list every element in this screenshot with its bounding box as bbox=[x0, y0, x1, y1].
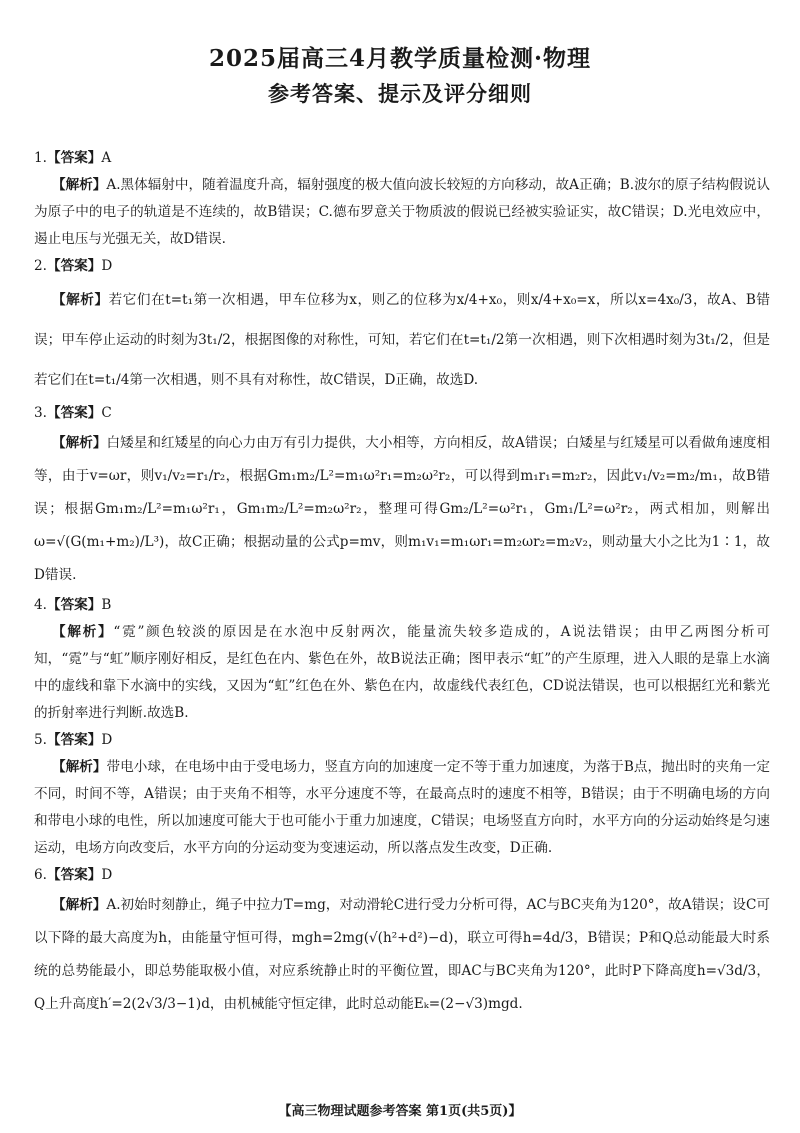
answer-line bbox=[34, 862, 770, 889]
answer-value: A bbox=[101, 150, 112, 166]
explanation bbox=[34, 754, 770, 862]
explanation-tag: 【解析】 bbox=[52, 177, 107, 193]
explanation bbox=[34, 889, 770, 1021]
explanation-tag: 【解析】 bbox=[52, 759, 107, 775]
question-2 bbox=[34, 253, 770, 400]
page-footer: 【高三物理试题参考答案 第1页(共5页)】 bbox=[278, 1104, 522, 1119]
explanation-text: 带电小球，在电场中由于受电场力，竖直方向的加速度一定不等于重力加速度，为落于B点，抛出时的夹角一定不同，时间不等，A错误；由于夹角不相等，水平分速度不等，在最高点时的速度不相等，B错误；由于不明确电场的方向和带电小球的电性，所以加速度可能大于也可能小于重力加速度，C错误；电场竖直方向时，水平方向的分运动始终是匀速运动，电场方向改变后，水平方向的分运动变为变速运动，所以落点发生改变，D正确. bbox=[34, 759, 770, 856]
answer-line bbox=[34, 727, 770, 754]
answer-value: D bbox=[101, 258, 113, 274]
explanation-tag: 【解析】 bbox=[52, 435, 107, 451]
answer-tag: 【答案】 bbox=[46, 867, 102, 883]
question-3 bbox=[34, 400, 770, 592]
explanation-text: 若它们在t=t₁第一次相遇，甲车位移为x，则乙的位移为x/4+x₀，则x/4+x₀=x，所以x=4x₀/3，故A、B错误；甲车停止运动的时刻为3t₁/2，根据图像的对称性，可知，若它们在t=t₁/2第一次相遇，则下次相遇时刻为3t₁/2，但是若它们在t=t₁/4第一次相遇，则不具有对称性，故C错误，D正确，故选D. bbox=[34, 292, 770, 388]
answer-tag: 【答案】 bbox=[46, 258, 102, 274]
explanation bbox=[34, 427, 770, 592]
answer-value: C bbox=[101, 405, 112, 421]
question-5 bbox=[34, 727, 770, 862]
page-subtitle: 参考答案、提示及评分细则 bbox=[268, 81, 532, 106]
page-title: 2025届高三4月教学质量检测·物理 bbox=[208, 45, 592, 72]
question-4 bbox=[34, 592, 770, 727]
explanation-text: A.黑体辐射中，随着温度升高，辐射强度的极大值向波长较短的方向移动，故A正确；B.波尔的原子结构假说认为原子中的电子的轨道是不连续的，故B错误；C.德布罗意关于物质波的假说已经被实验证实，故C错误；D.光电效应中，遏止电压与光强无关，故D错误. bbox=[34, 177, 771, 247]
answer-value: D bbox=[101, 732, 113, 748]
question-number: 3. bbox=[34, 405, 47, 421]
question-number: 2. bbox=[34, 258, 47, 274]
answer-value: D bbox=[101, 867, 113, 883]
explanation-text: 白矮星和红矮星的向心力由万有引力提供，大小相等，方向相反，故A错误；白矮星与红矮星可以看做角速度相等，由于v=ωr，则v₁/v₂=r₁/r₂，根据Gm₁m₂/L²=m₁ω²r₁=m₂ω²r₂，可以得到m₁r₁=m₂r₂，因此v₁/v₂=m₂/m₁，故B错误；根据Gm₁m₂/L²=m₁ω²r₁，Gm₁m₂/L²=m₂ω²r₂，整理可得Gm₂/L²=ω²r₁，Gm₁/L²=ω²r₂，两式相加，则解出ω=√(G(m₁+m₂)/L³)，故C正确；根据动量的公式p=mv，则m₁v₁=m₁ωr₁=m₂ωr₂=m₂v₂，则动量大小之比为1∶1，故D错误. bbox=[34, 435, 770, 583]
explanation-tag: 【解析】 bbox=[52, 624, 114, 640]
answer-line bbox=[34, 592, 770, 619]
question-number: 6. bbox=[34, 867, 47, 883]
answer-value: B bbox=[101, 597, 112, 613]
answer-line bbox=[34, 145, 770, 172]
explanation bbox=[34, 619, 770, 727]
explanation-text: “霓”颜色较淡的原因是在水泡中反射两次，能量流失较多造成的，A说法错误；由甲乙两图分析可知，“霓”与“虹”顺序刚好相反，是红色在内、紫色在外，故B说法正确；图甲表示“虹”的产生原理，进入人眼的是靠上水滴中的虚线和靠下水滴中的实线，又因为“虹”红色在外、紫色在内，故虚线代表红色，CD说法错误，也可以根据红光和紫光的折射率进行判断.故选B. bbox=[34, 624, 770, 721]
explanation-tag: 【解析】 bbox=[52, 292, 109, 308]
question-1 bbox=[34, 145, 770, 253]
answer-line bbox=[34, 253, 770, 280]
answer-tag: 【答案】 bbox=[46, 597, 102, 613]
question-number: 1. bbox=[34, 150, 47, 166]
answer-line bbox=[34, 400, 770, 427]
explanation-tag: 【解析】 bbox=[52, 897, 107, 913]
explanation-text: A.初始时刻静止，绳子中拉力T=mg，对动滑轮C进行受力分析可得，AC与BC夹角为120°，故A错误；设C可以下降的最大高度为h，由能量守恒可得，mgh=2mg(√(h²+d²)−d)，联立可得h=4d/3，B错误；P和Q总动能最大时系统的总势能最小，即总势能取极小值，对应系统静止时的平衡位置，即AC与BC夹角为120°，此时P下降高度h=√3d/3，Q上升高度h′=2(2√3/3−1)d，由机械能守恒定律，此时总动能Eₖ=(2−√3)mgd. bbox=[34, 897, 770, 1012]
answer-tag: 【答案】 bbox=[46, 405, 102, 421]
question-number: 4. bbox=[34, 597, 47, 613]
explanation bbox=[34, 172, 770, 253]
answer-list bbox=[34, 145, 770, 1021]
question-number: 5. bbox=[34, 732, 47, 748]
question-6 bbox=[34, 862, 770, 1021]
explanation bbox=[34, 280, 770, 400]
answer-tag: 【答案】 bbox=[46, 150, 102, 166]
answer-tag: 【答案】 bbox=[46, 732, 102, 748]
